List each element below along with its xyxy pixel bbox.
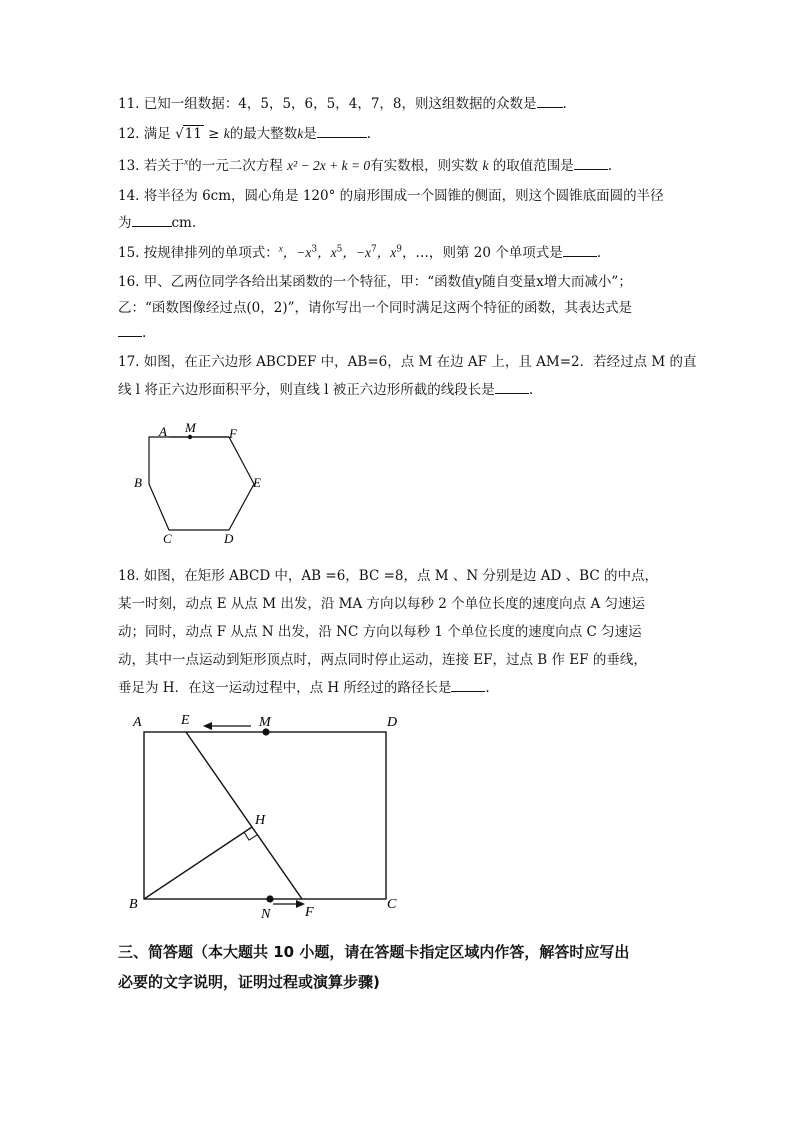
- q16-answer-blank[interactable]: [118, 323, 142, 337]
- q12-var2: k: [297, 126, 304, 141]
- q15-exp-5: 5: [336, 244, 343, 255]
- q11-end: .: [562, 96, 567, 112]
- q14-text-line2a: 为: [118, 215, 132, 231]
- q18-text-line3: 动；同时，动点 F 从点 N 出发，沿 NC 方向以每秒 1 个单位长度的速度向点 C 匀速运: [118, 624, 642, 640]
- section-3-text-line1: 三、简答题（本大题共 10 小题，请在答题卡指定区域内作答，解答时应写出: [118, 943, 630, 961]
- q15-term-5: ，x: [376, 245, 397, 260]
- q14-number: 14.: [118, 188, 140, 204]
- hex-label-b: B: [134, 475, 142, 490]
- q15-end: .: [596, 245, 601, 261]
- right-angle-mark: [244, 832, 257, 840]
- q13-text-b: 的一元二次方程: [188, 158, 283, 174]
- q18-text-line5: 垂足为 H．在这一运动过程中，点 H 所经过的路径长是: [118, 680, 452, 696]
- q13-number: 13.: [118, 158, 140, 174]
- rect-label-n: N: [261, 907, 271, 922]
- section-3-text-line2: 必要的文字说明，证明过程或演算步骤): [118, 973, 380, 991]
- q17-answer-blank[interactable]: [495, 380, 529, 394]
- question-13: [118, 156, 612, 176]
- q18-end: .: [485, 680, 490, 696]
- hex-label-f: F: [229, 426, 237, 441]
- rect-label-a: A: [133, 715, 142, 730]
- section-3-heading-line2: [118, 968, 380, 996]
- q16-end: .: [142, 325, 147, 341]
- q15-text-b: 则第 20 个单项式是: [442, 245, 563, 261]
- hex-label-c: C: [163, 531, 172, 546]
- q17-end: .: [528, 382, 534, 398]
- q11-answer-blank[interactable]: [537, 94, 563, 108]
- q18-text-line1: 如图，在矩形 ABCD 中，AB =6，BC =8，点 M 、N 分别是边 AD 、BC 的中点，: [143, 568, 658, 584]
- question-11: [118, 94, 567, 114]
- q18-answer-blank[interactable]: [451, 678, 485, 692]
- q13-var2: k: [482, 158, 489, 173]
- question-18-line3: [118, 622, 642, 642]
- question-15: [118, 243, 601, 263]
- q15-ellipsis: ，…，: [401, 245, 443, 261]
- q13-text-c: 有实数根，则实数: [370, 158, 479, 174]
- arrow-f-head: [296, 900, 305, 908]
- q12-var: k: [223, 126, 230, 141]
- arrow-e-head: [203, 722, 212, 730]
- q13-equation: x² − 2x + k = 0: [287, 158, 371, 173]
- q15-term-4: ，−x: [342, 245, 371, 260]
- segment-ef: [186, 732, 302, 899]
- hex-label-d: D: [224, 531, 234, 546]
- q16-number: 16.: [118, 274, 140, 290]
- rect-label-h: H: [255, 813, 266, 828]
- question-18-line5: [118, 678, 490, 698]
- sqrt-sign: √: [175, 126, 184, 142]
- q16-text-line1: 甲、乙两位同学各给出某函数的一个特征，甲：“函数值y随自变量x增大而减小”；: [143, 274, 632, 290]
- q15-term-2: ，−x: [282, 245, 312, 260]
- q12-rel: ≥: [208, 126, 220, 142]
- rect-label-c: C: [387, 897, 397, 912]
- q12-end: .: [366, 126, 372, 142]
- rect-label-f: F: [305, 905, 314, 920]
- question-17-line1: [118, 352, 697, 372]
- question-12: [118, 124, 371, 144]
- q13-end: .: [607, 158, 613, 174]
- q15-number: 15.: [118, 245, 140, 261]
- question-14-line2: [118, 213, 196, 233]
- q13-answer-blank[interactable]: [574, 156, 608, 170]
- q13-var: x: [184, 156, 189, 167]
- q15-text-a: 按规律排列的单项式：: [143, 245, 279, 261]
- question-16-line2: [118, 298, 632, 318]
- question-16-line1: [118, 272, 632, 292]
- question-14-line1: [118, 186, 664, 206]
- q18-text-line2: 某一时刻，动点 E 从点 M 出发，沿 MA 方向以每秒 2 个单位长度的速度向点 A 匀速运: [118, 596, 645, 612]
- q12-number: 12.: [118, 126, 140, 142]
- q13-text-d: 的取值范围是: [492, 158, 574, 174]
- hexagon-figure: [125, 418, 275, 548]
- hex-label-a: A: [159, 424, 167, 439]
- q17-number: 17.: [118, 354, 140, 370]
- q12-text-a: 满足: [143, 126, 171, 142]
- q15-term-1: x: [278, 243, 283, 254]
- q11-number: 11.: [118, 96, 140, 112]
- question-18-line4: [118, 650, 647, 670]
- question-16-line3: [118, 323, 146, 343]
- rectangle-figure: [125, 708, 415, 928]
- rect-label-e: E: [181, 713, 190, 728]
- q12-text-c: 是: [303, 126, 317, 142]
- q14-answer-blank[interactable]: [132, 213, 172, 227]
- q18-number: 18.: [118, 568, 140, 584]
- rect-label-d: D: [387, 715, 398, 730]
- q15-term-3: ，x: [317, 245, 337, 260]
- rect-label-m: M: [259, 715, 271, 730]
- q13-text-a: 若关于: [143, 158, 185, 174]
- point-n: [266, 895, 273, 902]
- section-3-heading-line1: [118, 938, 629, 966]
- q12-answer-blank[interactable]: [317, 124, 367, 138]
- q16-text-line2: 乙：“函数图像经过点(0，2)”，请你写出一个同时满足这两个特征的函数，其表达式是: [118, 300, 633, 316]
- q12-text-b: 的最大整数: [229, 126, 298, 142]
- hex-label-m: M: [185, 420, 196, 435]
- q17-text-line1: 如图，在正六边形 ABCDEF 中，AB=6，点 M 在边 AF 上，且 AM=2．若经过点 M 的直: [143, 354, 697, 370]
- hexagon-shape: [149, 437, 254, 530]
- q14-text-line1: 将半径为 6cm，圆心角是 120° 的扇形围成一个圆锥的侧面，则这个圆锥底面圆的半径: [143, 188, 664, 204]
- q17-text-line2: 线 l 将正六边形面积平分，则直线 l 被正六边形所截的线段长是: [118, 382, 495, 398]
- segment-bh: [144, 827, 252, 899]
- question-17-line2: [118, 380, 533, 400]
- q15-answer-blank[interactable]: [563, 243, 597, 257]
- q18-text-line4: 动，其中一点运动到矩形顶点时，两点同时停止运动，连接 EF，过点 B 作 EF 的垂线，: [118, 652, 647, 668]
- rect-label-b: B: [129, 897, 138, 912]
- q15-exp-9: 9: [396, 244, 402, 255]
- q15-exp-3: 3: [311, 244, 318, 255]
- q12-radicand: 11: [184, 126, 202, 142]
- q15-exp-7: 7: [370, 244, 377, 255]
- hex-label-e: E: [253, 475, 261, 490]
- q11-text: 已知一组数据：4，5，5，6，5，4，7，8，则这组数据的众数是: [143, 96, 537, 112]
- hexagon-point-m: [188, 435, 192, 439]
- question-18-line2: [118, 594, 645, 614]
- question-18-line1: [118, 566, 658, 586]
- q14-text-line2b: cm.: [171, 215, 197, 231]
